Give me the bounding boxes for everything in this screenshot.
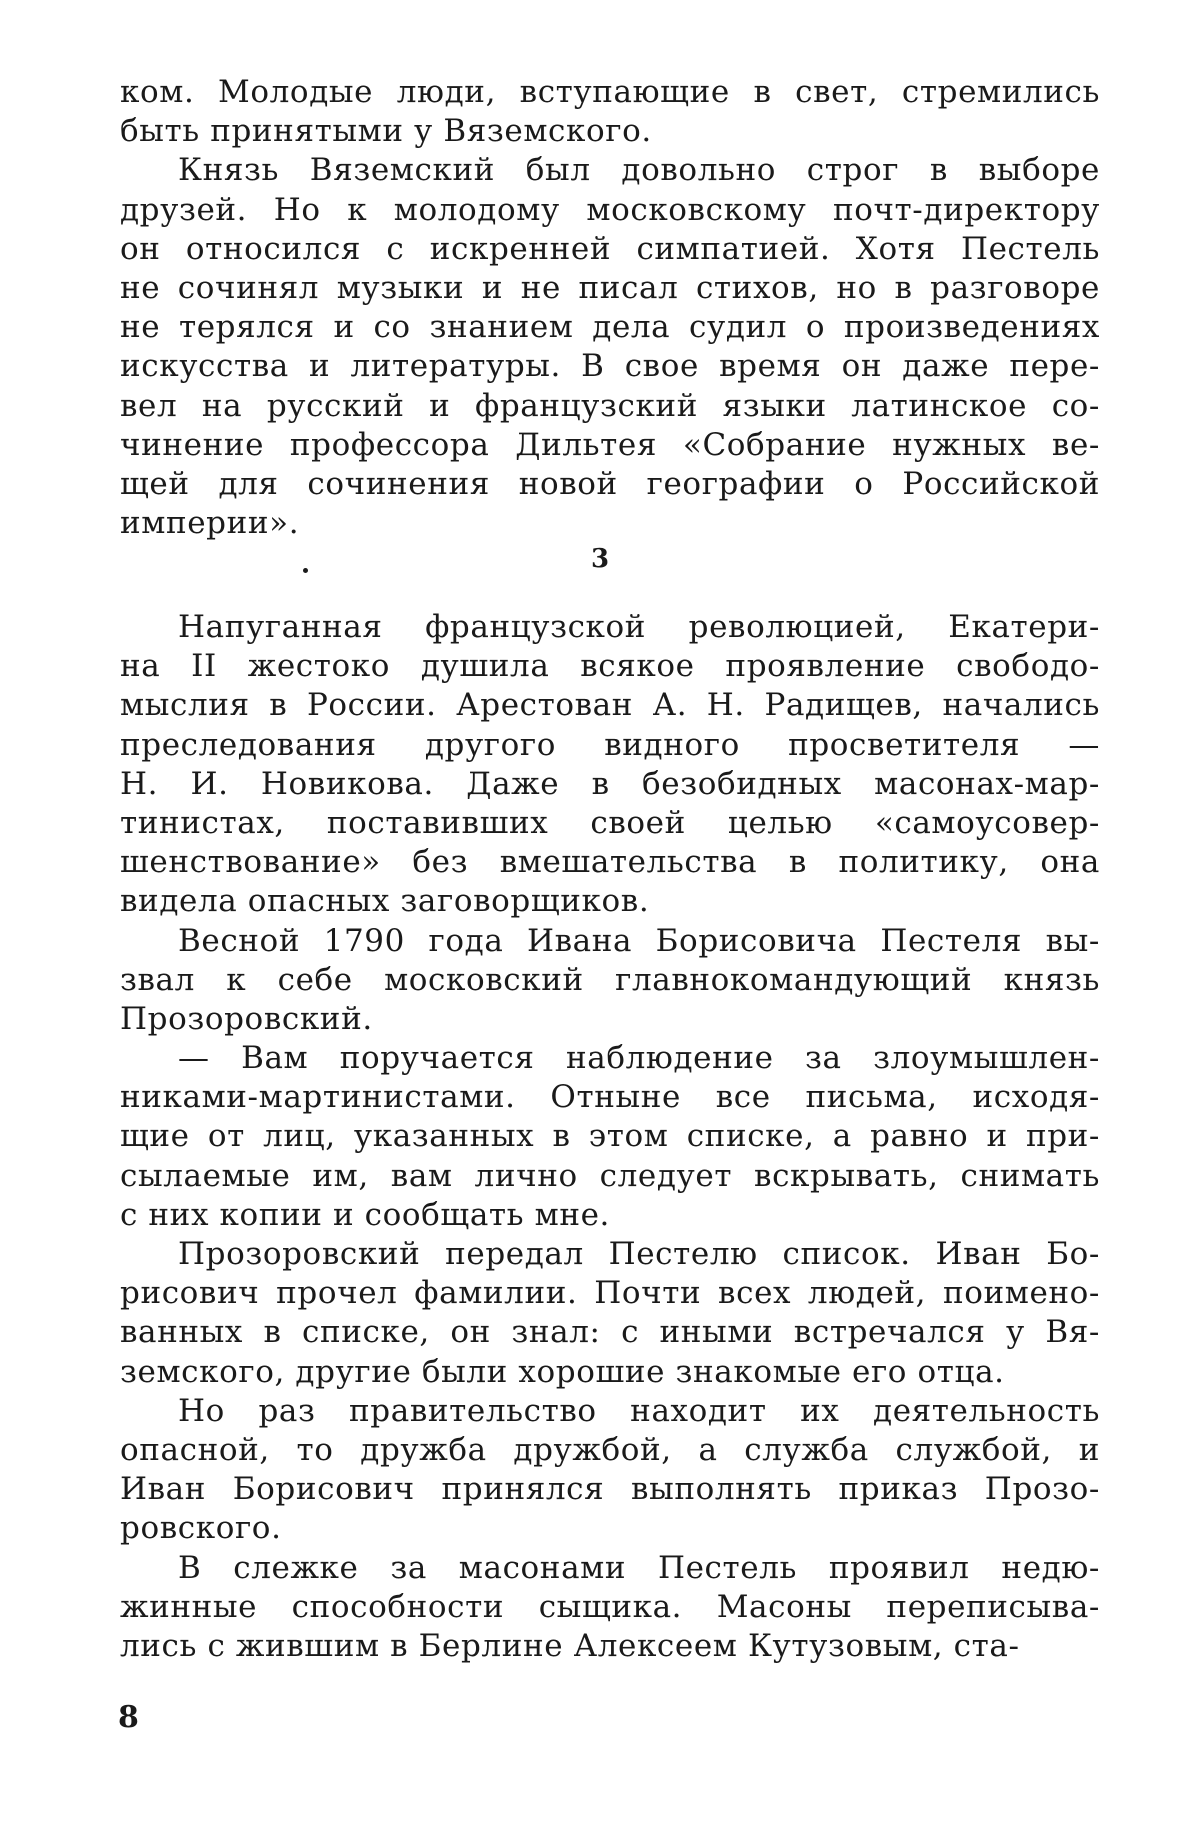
text-line: тинистах, поставивших своей целью «самоусовер-: [120, 804, 1100, 843]
paragraph: [120, 608, 1100, 922]
text-line: чинение профессора Дильтея «Собрание нужных ве-: [120, 426, 1100, 465]
paragraph: [120, 73, 1100, 151]
text-line: Весной 1790 года Ивана Борисовича Пестеля вы-: [120, 922, 1100, 961]
book-page: [0, 0, 1200, 1826]
text-line: искусства и литературы. В свое время он даже пере-: [120, 347, 1100, 386]
text-line: Н. И. Новикова. Даже в безобидных масонах-мар-: [120, 765, 1100, 804]
text-line: вел на русский и французский языки латинское со-: [120, 387, 1100, 426]
text-line: В слежке за масонами Пестель проявил недю-: [120, 1549, 1100, 1588]
text-line: Прозоровский передал Пестелю список. Иван Бо-: [120, 1235, 1100, 1274]
text-line: щие от лиц, указанных в этом списке, а равно и при-: [120, 1117, 1100, 1156]
text-line: быть принятыми у Вяземского.: [120, 112, 1100, 151]
text-line: Напуганная французской революцией, Екатери-: [120, 608, 1100, 647]
text-line: Иван Борисович принялся выполнять приказ Прозо-: [120, 1470, 1100, 1509]
top-section: [120, 73, 1100, 543]
text-line: Прозоровский.: [120, 1000, 1100, 1039]
text-line: видела опасных заговорщиков.: [120, 882, 1100, 921]
text-line: он относился с искренней симпатией. Хотя Пестель: [120, 230, 1100, 269]
text-line: на II жестоко душила всякое проявление свободо-: [120, 647, 1100, 686]
text-line: мыслия в России. Арестован А. Н. Радищев, начались: [120, 686, 1100, 725]
text-line: жинные способности сыщика. Масоны переписыва-: [120, 1588, 1100, 1627]
paragraph: [120, 1039, 1100, 1235]
paragraph: [120, 1392, 1100, 1549]
text-line: империи».: [120, 504, 1100, 543]
text-line: лись с жившим в Берлине Алексеем Кутузовым, ста-: [120, 1627, 1100, 1666]
main-section: [120, 608, 1100, 1666]
text-line: ком. Молодые люди, вступающие в свет, стремились: [120, 73, 1100, 112]
paragraph: [120, 151, 1100, 543]
text-line: — Вам поручается наблюдение за злоумышлен-: [120, 1039, 1100, 1078]
text-line: Но раз правительство находит их деятельность: [120, 1392, 1100, 1431]
text-line: ровского.: [120, 1509, 1100, 1548]
chapter-number: 3: [0, 544, 1200, 574]
text-line: земского, другие были хорошие знакомые его отца.: [120, 1353, 1100, 1392]
text-line: друзей. Но к молодому московскому почт-директору: [120, 191, 1100, 230]
text-line: опасной, то дружба дружбой, а служба службой, и: [120, 1431, 1100, 1470]
text-line: с них копии и сообщать мне.: [120, 1196, 1100, 1235]
text-line: звал к себе московский главнокомандующий князь: [120, 961, 1100, 1000]
text-line: преследования другого видного просветителя —: [120, 726, 1100, 765]
text-line: сылаемые им, вам лично следует вскрывать, снимать: [120, 1157, 1100, 1196]
text-line: никами-мартинистами. Отныне все письма, исходя-: [120, 1078, 1100, 1117]
text-line: рисович прочел фамилии. Почти всех людей, поимено-: [120, 1274, 1100, 1313]
paragraph: [120, 1549, 1100, 1667]
text-line: ванных в списке, он знал: с иными встречался у Вя-: [120, 1313, 1100, 1352]
text-line: не сочинял музыки и не писал стихов, но в разговоре: [120, 269, 1100, 308]
text-line: не терялся и со знанием дела судил о произведениях: [120, 308, 1100, 347]
paragraph: [120, 922, 1100, 1040]
page-number: 8: [118, 1700, 139, 1735]
text-line: Князь Вяземский был довольно строг в выборе: [120, 151, 1100, 190]
text-line: шенствование» без вмешательства в политику, она: [120, 843, 1100, 882]
paragraph: [120, 1235, 1100, 1392]
text-line: щей для сочинения новой географии о Российской: [120, 465, 1100, 504]
